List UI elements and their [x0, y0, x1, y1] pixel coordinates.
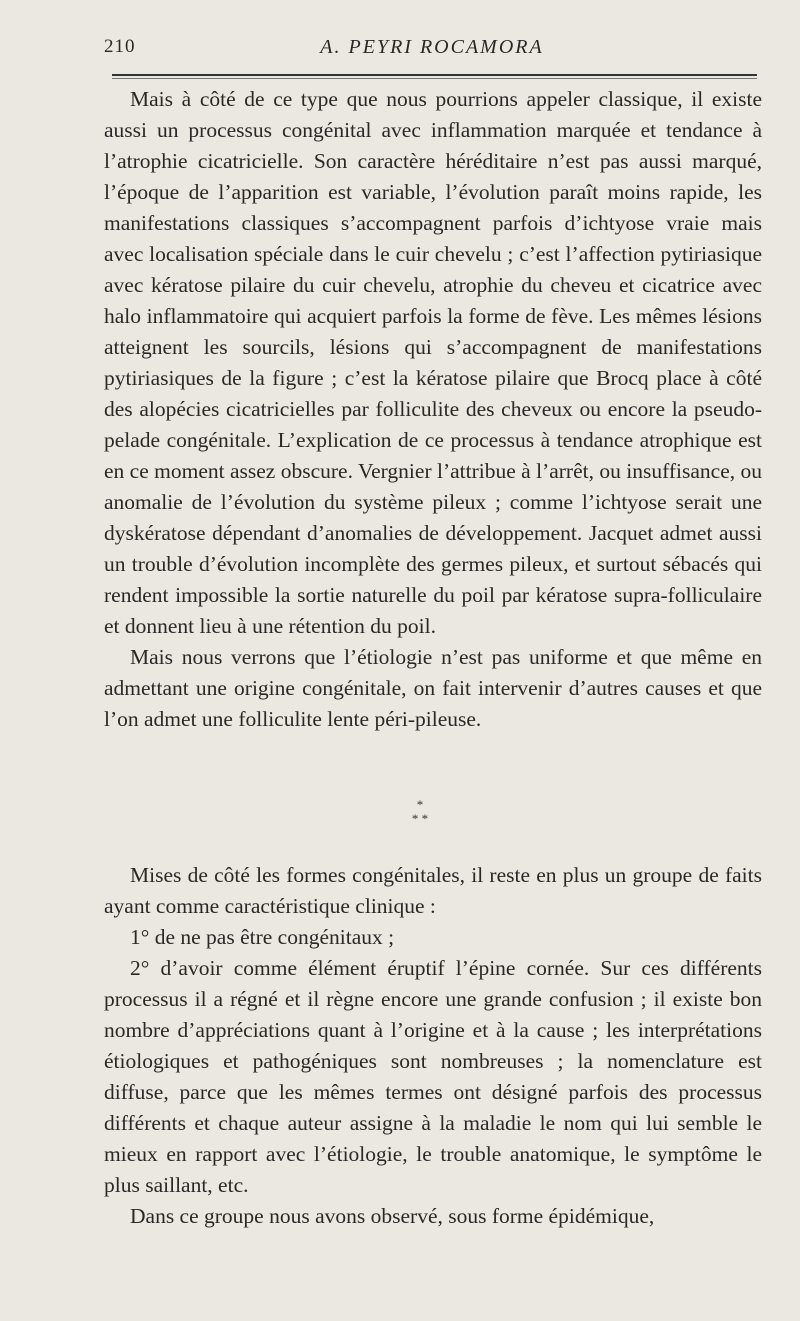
list-item: 2° d’avoir comme élément éruptif l’épine cornée. Sur ces différents processus il a régné et il règne encore une grande confusion ; il existe bon nombre d’appréciations quant à l’origine et à la cause ; les interprétations étiologiques et pathogéniques sont nombreuses ; la nomenclature est diffuse, parce que les mêmes termes ont désigné parfois des processus différents et chaque auteur assigne à la maladie le nom qui lui semble le mieux en rapport avec l’étiologie, le trouble anatomique, le symptôme le plus saillant, etc.	[104, 956, 762, 1197]
asterism-bottom: * *	[411, 811, 429, 826]
page-number: 210	[104, 36, 136, 57]
asterism-separator	[380, 798, 460, 826]
asterism-top: *	[416, 797, 424, 812]
page-header	[104, 36, 760, 64]
paragraph: Mises de côté les formes congénitales, il reste en plus un groupe de faits ayant comme caractéristique clinique :	[104, 863, 762, 918]
paragraph: Mais nous verrons que l’étiologie n’est pas uniforme et que même en admettant une origine congénitale, on fait intervenir d’autres causes et que l’on admet une folliculite lente péri-pileuse.	[104, 645, 762, 731]
list-item: 1° de ne pas être congénitaux ;	[130, 925, 395, 949]
text-block-top	[104, 84, 762, 735]
header-rule	[112, 74, 757, 76]
running-head: A. PEYRI ROCAMORA	[320, 36, 544, 58]
paragraph: Dans ce groupe nous avons observé, sous forme épidémique,	[130, 1204, 655, 1228]
text-block-bottom	[104, 860, 762, 1232]
paragraph: Mais à côté de ce type que nous pourrions appeler classique, il existe aussi un processus congénital avec inflammation marquée et tendance à l’atrophie cicatricielle. Son caractère héréditaire n’est pas aussi marqué, l’époque de l’apparition est variable, l’évolution paraît moins rapide, les manifestations classiques s’accompagnent parfois d’ichtyose vraie mais avec localisation spéciale dans le cuir chevelu ; c’est l’affection pytiriasique avec kératose pilaire du cuir chevelu, atrophie du cheveu et cicatrice avec halo inflammatoire qui acquiert parfois la forme de fève. Les mêmes lésions atteignent les sourcils, lésions qui s’accompagnent de manifestations pytiriasiques de la figure ; c’est la kératose pilaire que Brocq place à côté des alopécies cicatricielles par folliculite des cheveux ou encore la pseudo-pelade congénitale. L’explication de ce processus à tendance atrophique est en ce moment assez obscure. Vergnier l’attribue à l’arrêt, ou insuffisance, ou anomalie de l’évolution du système pileux ; comme l’ichtyose serait une dyskératose dépendant d’anomalies de développement. Jacquet admet aussi un trouble d’évolution incomplète des germes pileux, et surtout sébacés qui rendent impossible la sortie naturelle du poil par kératose supra-folliculaire et donnent lieu à une rétention du poil.	[104, 87, 762, 638]
